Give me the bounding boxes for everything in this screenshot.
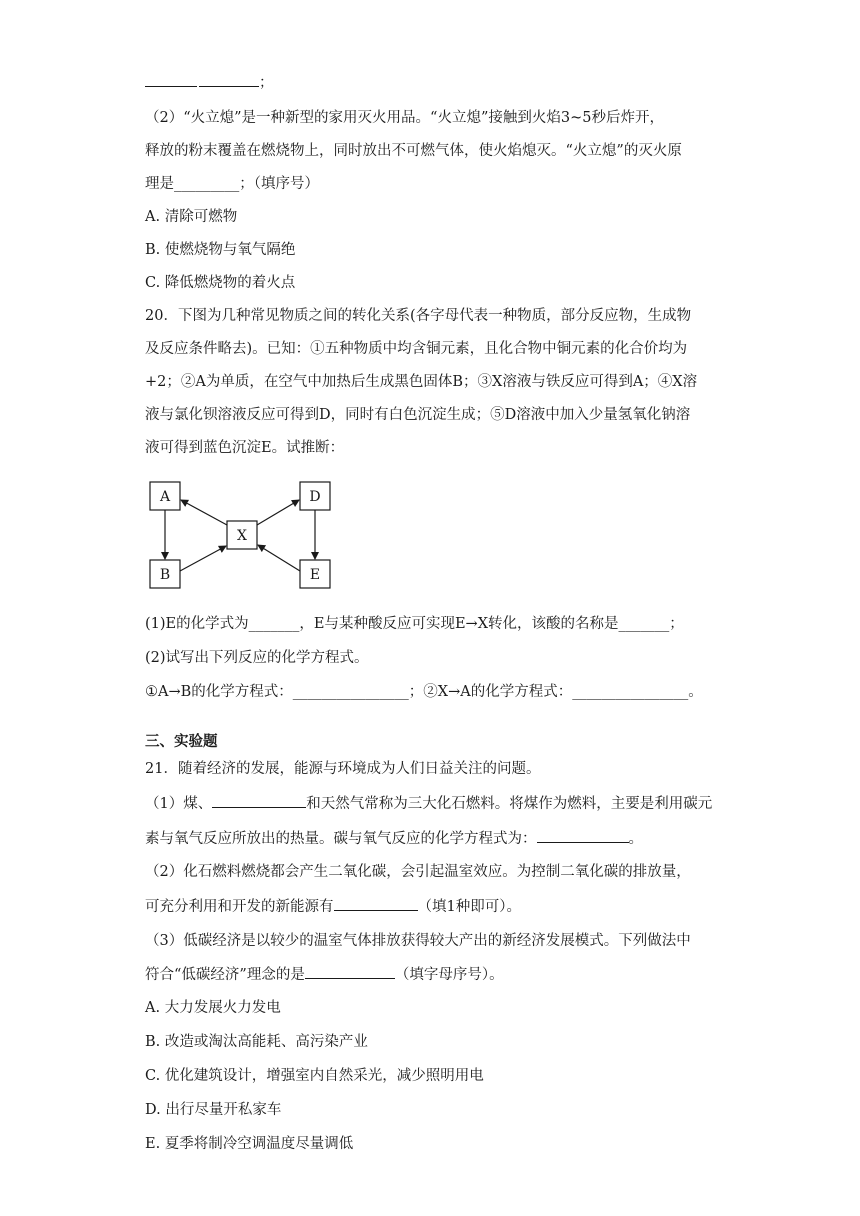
q2-text-before: 理是 (145, 176, 174, 192)
punctuation: ； (259, 75, 274, 91)
q2-text-line1: （2）“火立熄”是一种新型的家用灭火用品。“火立熄”接触到火焰3~5秒后炸开， (145, 110, 664, 126)
node-x-label: X (237, 528, 247, 544)
q20-sub3-text: ①A→B的化学方程式： (145, 684, 293, 700)
q21-p3-line2 (145, 964, 504, 985)
answer-blank[interactable]: _______ (248, 616, 300, 632)
node-d-label: D (309, 489, 321, 505)
q21-intro: 21．随着经济的发展，能源与环境成为人们日益关注的问题。 (145, 761, 541, 777)
q2-text-after: ；（填序号） (239, 176, 319, 192)
q21-p1-text: 。 (628, 831, 643, 847)
q20-text-line2: 及反应条件略去)。已知：①五种物质中均含铜元素，且化合物中铜元素的化合价均为 (145, 341, 688, 357)
answer-blank[interactable]: _________ (174, 176, 240, 192)
arrow-x-to-a (181, 500, 227, 525)
q21-p1-text: 素与氧气反应所放出的热量。碳与氧气反应的化学方程式为： (145, 831, 537, 847)
q2-option-c: C. 降低燃烧物的着火点 (145, 275, 296, 291)
answer-blank[interactable] (537, 828, 629, 843)
node-b-label: B (159, 567, 171, 583)
q21-p3-text: （填字母序号）。 (394, 967, 504, 983)
q21-option-d: D. 出行尽量开私家车 (145, 1102, 282, 1118)
q2-text-line2: 释放的粉末覆盖在燃烧物上，同时放出不可燃气体，使火焰熄灭。“火立熄”的灭火原 (145, 143, 682, 159)
q21-p2-line2 (145, 896, 521, 917)
answer-blank[interactable] (305, 964, 395, 979)
q21-option-a: A. 大力发展火力发电 (145, 1000, 281, 1016)
q2-option-a: A. 清除可燃物 (145, 209, 238, 225)
q21-p2-text: （填1种即可）。 (417, 899, 521, 915)
q21-p1-text: （1）煤、 (145, 796, 213, 812)
q21-p1-text: 和天然气常称为三大化石燃料。将煤作为燃料，主要是利用碳元 (306, 796, 713, 812)
answer-blank[interactable]: _______ (618, 616, 670, 632)
q21-p1-line2 (145, 828, 643, 849)
q20-sub1-text: (1)E的化学式为 (145, 616, 249, 632)
previous-answer-line (145, 72, 274, 93)
q20-sub1-text: ； (669, 616, 684, 632)
q21-p1-line1 (145, 793, 712, 814)
q21-option-c: C. 优化建筑设计，增强室内自然采光，减少照明用电 (145, 1068, 484, 1084)
q21-option-b: B. 改造或淘汰高能耗、高污染产业 (145, 1034, 368, 1050)
answer-blank[interactable]: ________________ (572, 684, 689, 700)
answer-blank[interactable] (199, 72, 259, 87)
answer-blank[interactable] (212, 793, 306, 808)
q21-p3-line1: （3）低碳经济是以较少的温室气体排放获得较大产出的新经济发展模式。下列做法中 (145, 933, 691, 949)
q20-sub3-text: 。 (688, 684, 703, 700)
q21-p2-line1: （2）化石燃料燃烧都会产生二氧化碳，会引起温室效应。为控制二氧化碳的排放量， (145, 864, 691, 880)
q20-sub1-text: ，E与某种酸反应可实现E→X转化，该酸的名称是 (299, 616, 619, 632)
q20-sub2: (2)试写出下列反应的化学方程式。 (145, 650, 369, 666)
arrow-e-to-x (258, 545, 300, 571)
q20-text-line3: +2；②A为单质，在空气中加热后生成黑色固体B；③X溶液与铁反应可得到A；④X溶 (145, 374, 698, 390)
arrow-x-to-d (257, 500, 299, 525)
q2-option-b: B. 使燃烧物与氧气隔绝 (145, 242, 296, 258)
q20-sub3-text: ；②X→A的化学方程式： (408, 684, 573, 700)
node-a-label: A (159, 489, 171, 505)
q20-sub1 (145, 614, 684, 634)
q20-text-line4: 液与氯化钡溶液反应可得到D，同时有白色沉淀生成；⑤D溶液中加入少量氢氧化钠溶 (145, 407, 691, 423)
q20-text-line1: 20．下图为几种常见物质之间的转化关系(各字母代表一种物质，部分反应物，生成物 (145, 308, 692, 324)
answer-blank[interactable] (145, 72, 197, 87)
answer-blank[interactable]: ________________ (292, 684, 409, 700)
arrow-b-to-x (180, 546, 226, 571)
section-heading: 三、实验题 (145, 733, 218, 750)
q21-p3-text: 符合“低碳经济”理念的是 (145, 967, 305, 983)
q21-option-e: E. 夏季将制冷空调温度尽量调低 (145, 1136, 354, 1152)
q21-p2-text: 可充分利用和开发的新能源有 (145, 899, 334, 915)
answer-blank[interactable] (334, 896, 418, 911)
q20-sub3 (145, 682, 703, 702)
q20-text-line5: 液可得到蓝色沉淀E。试推断： (145, 440, 345, 456)
node-e-label: E (309, 567, 321, 583)
q2-text-line3 (145, 174, 319, 194)
conversion-diagram (140, 472, 340, 598)
